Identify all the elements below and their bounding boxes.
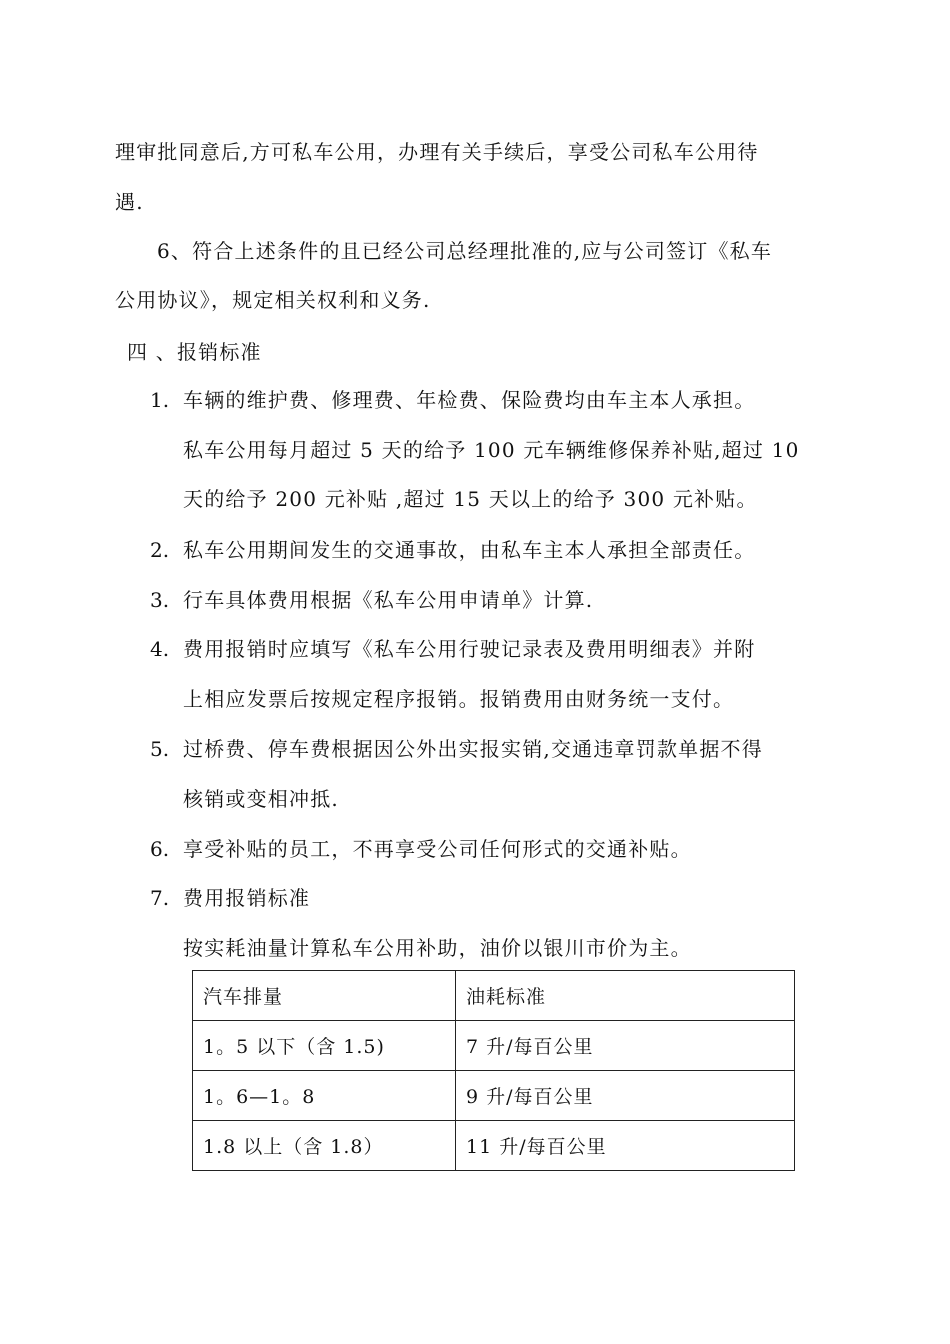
table-row [193,1121,795,1171]
item-line: 费用报销标准 [183,886,311,910]
item-line: 私车公用每月超过 5 天的给予 100 元车辆维修保养补贴,超过 10 [183,438,800,462]
table-cell: 9 升/每百公里 [456,1071,795,1121]
table-cell: 1.8 以上（含 1.8） [193,1121,456,1171]
item-number: 3. [150,588,170,612]
item-line: 车辆的维护费、修理费、年检费、保险费均由车主本人承担。 [183,388,756,412]
table-cell: 11 升/每百公里 [456,1121,795,1171]
table-row [193,1071,795,1121]
table-header-row [193,971,795,1021]
paragraph-line: 遇. [115,190,144,214]
item-line: 过桥费、停车费根据因公外出实报实销,交通违章罚款单据不得 [183,737,763,761]
item-number: 5. [150,737,170,761]
item-line: 私车公用期间发生的交通事故，由私车主本人承担全部责任。 [183,538,756,562]
item-number: 4. [150,637,170,661]
item-line: 天的给予 200 元补贴 ,超过 15 天以上的给予 300 元补贴。 [183,487,758,511]
table-cell: 1。5 以下（含 1.5) [193,1021,456,1071]
item-line: 核销或变相冲抵. [183,787,339,811]
table-intro: 按实耗油量计算私车公用补助，油价以银川市价为主。 [183,936,692,960]
item-line: 费用报销时应填写《私车公用行驶记录表及费用明细表》并附 [183,637,756,661]
item-line: 上相应发票后按规定程序报销。报销费用由财务统一支付。 [183,687,735,711]
item-number: 2. [150,538,170,562]
paragraph-line: 公用协议》，规定相关权利和义务. [115,288,431,312]
item-number: 1. [150,388,170,412]
table-header-cell: 汽车排量 [193,971,456,1021]
section-heading: 四 、报销标准 [127,340,262,364]
table-cell: 1。6—1。8 [193,1071,456,1121]
item-line: 享受补贴的员工，不再享受公司任何形式的交通补贴。 [183,837,692,861]
table-header-cell: 油耗标准 [456,971,795,1021]
fuel-standard-table [192,970,795,1171]
item-line: 行车具体费用根据《私车公用申请单》计算. [183,588,594,612]
item-number: 7. [150,886,170,910]
table-row [193,1021,795,1071]
item-number: 6. [150,837,170,861]
paragraph-line: 理审批同意后,方可私车公用，办理有关手续后，享受公司私车公用待 [115,140,759,164]
table-cell: 7 升/每百公里 [456,1021,795,1071]
paragraph-line: 6、符合上述条件的且已经公司总经理批准的,应与公司签订《私车 [157,239,773,263]
